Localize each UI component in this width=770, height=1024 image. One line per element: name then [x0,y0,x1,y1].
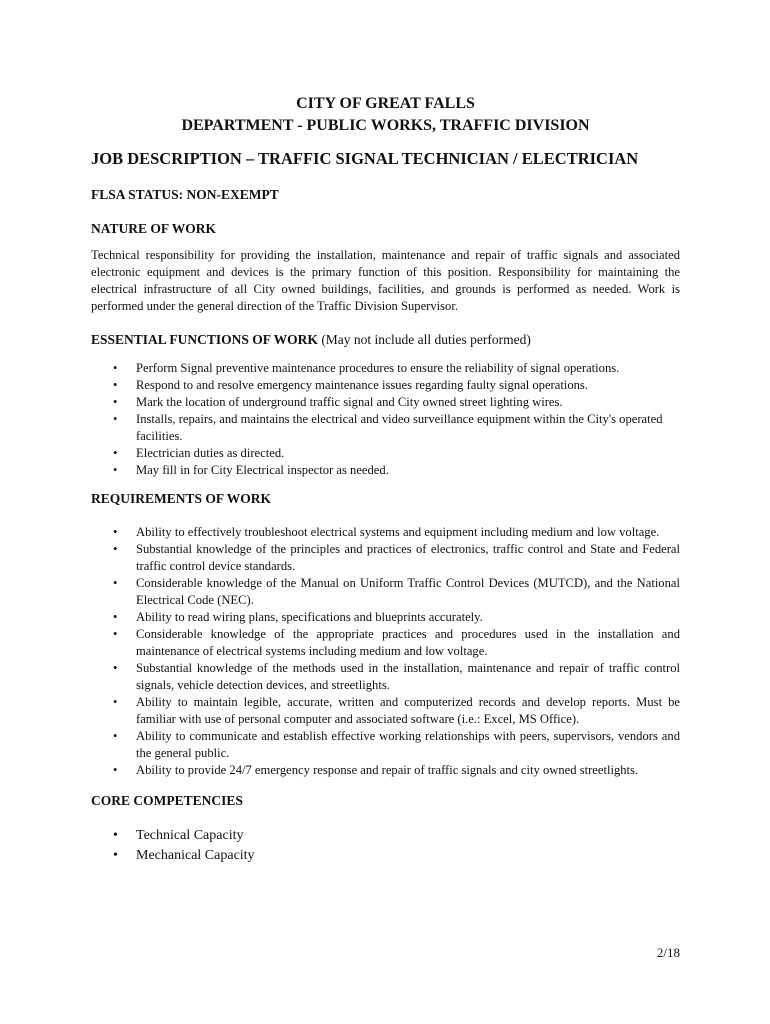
requirements-list [91,524,680,779]
list-item-text: Ability to maintain legible, accurate, written and computerized records and develop reports. Must be familiar with use of personal computer and associated software (i.e.: Excel, MS Office). [136,695,680,726]
list-item-text: Technical Capacity [136,828,244,843]
essential-list [91,360,680,479]
core-competencies-heading: CORE COMPETENCIES [91,793,243,808]
nature-heading: NATURE OF WORK [91,221,217,236]
list-item-text: Ability to communicate and establish effective working relationships with peers, supervisors, vendors and the general public. [136,729,680,760]
bullet-icon: • [113,412,118,426]
list-item [91,360,680,377]
list-item [91,462,680,479]
list-item [91,411,680,445]
bullet-icon: • [113,525,118,539]
list-item-text: Respond to and resolve emergency maintenance issues regarding faulty signal operations. [136,378,588,392]
job-description-title: JOB DESCRIPTION – TRAFFIC SIGNAL TECHNICIAN / ELECTRICIAN [91,149,639,168]
bullet-icon: • [113,576,118,590]
list-item-text: Considerable knowledge of the Manual on Uniform Traffic Control Devices (MUTCD), and the National Electrical Code (NEC). [136,576,680,607]
essential-heading-note: (May not include all duties performed) [321,332,531,347]
core-competencies-list [91,826,680,866]
list-item-text: Mechanical Capacity [136,848,255,863]
list-item-text: Ability to effectively troubleshoot electrical systems and equipment including medium and low voltage. [136,525,660,539]
essential-heading [91,332,680,348]
department-title: DEPARTMENT - PUBLIC WORKS, TRAFFIC DIVISION [181,117,590,134]
bullet-icon: • [113,378,118,392]
list-item [91,846,680,866]
requirements-heading: REQUIREMENTS OF WORK [91,491,272,506]
list-item-text: Substantial knowledge of the methods used in the installation, maintenance and repair of traffic control signals, vehicle detection devices, and streetlights. [136,661,680,692]
list-item [91,826,680,846]
list-item-text: May fill in for City Electrical inspector as needed. [136,463,389,477]
list-item [91,575,680,609]
list-item-text: Mark the location of underground traffic signal and City owned street lighting wires. [136,395,563,409]
list-item-text: Ability to provide 24/7 emergency response and repair of traffic signals and city owned streetlights. [136,763,639,777]
list-item [91,660,680,694]
bullet-icon: • [113,610,118,624]
list-item [91,762,680,779]
bullet-icon: • [113,627,118,641]
list-item-text: Installs, repairs, and maintains the electrical and video surveillance equipment within the City's operated facilities. [136,412,663,443]
flsa-status: FLSA STATUS: NON-EXEMPT [91,187,279,202]
bullet-icon: • [113,446,118,460]
bullet-icon: • [113,463,118,477]
list-item [91,377,680,394]
list-item-text: Substantial knowledge of the principles and practices of electronics, traffic control and State and Federal traffic control device standards. [136,542,680,573]
bullet-icon: • [113,763,118,777]
nature-paragraph: Technical responsibility for providing the installation, maintenance and repair of traffic signals and associated electronic equipment and devices is the primary function of this position. Responsibility for maintaining the electrical infrastructure of all City owned buildings, facilities, and grounds is performed as needed. Work is performed under the general direction of the Traffic Division Supervisor. [91,248,680,313]
list-item [91,694,680,728]
bullet-icon: • [113,395,118,409]
list-item [91,626,680,660]
list-item [91,524,680,541]
list-item [91,728,680,762]
essential-heading-label: ESSENTIAL FUNCTIONS OF WORK [91,332,318,347]
bullet-icon: • [113,695,118,709]
bullet-icon: • [113,828,118,843]
list-item-text: Electrician duties as directed. [136,446,285,460]
bullet-icon: • [113,729,118,743]
bullet-icon: • [113,661,118,675]
document-page [91,93,680,866]
list-item [91,541,680,575]
list-item-text: Considerable knowledge of the appropriate practices and procedures used in the installation and maintenance of electrical systems including medium and low voltage. [136,627,680,658]
city-title: CITY OF GREAT FALLS [296,95,475,112]
page-number: 2/18 [656,945,680,960]
bullet-icon: • [113,361,118,375]
bullet-icon: • [113,848,118,863]
list-item [91,609,680,626]
list-item [91,394,680,411]
list-item [91,445,680,462]
list-item-text: Ability to read wiring plans, specifications and blueprints accurately. [136,610,483,624]
bullet-icon: • [113,542,118,556]
list-item-text: Perform Signal preventive maintenance procedures to ensure the reliability of signal operations. [136,361,620,375]
